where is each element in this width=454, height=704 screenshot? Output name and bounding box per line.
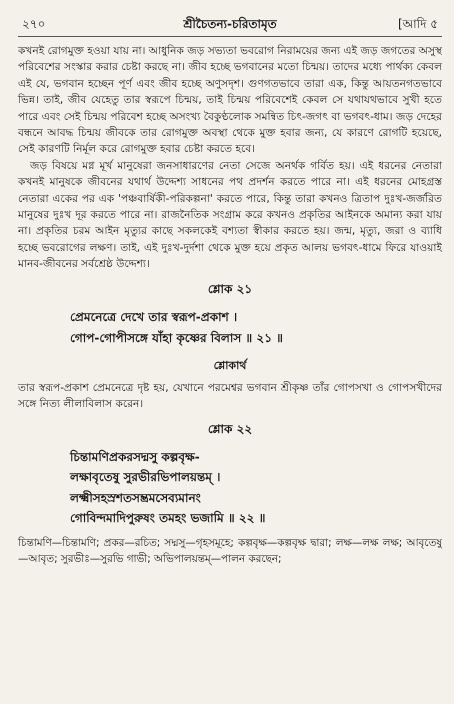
section-marker: [আদি ৫ bbox=[397, 17, 438, 31]
book-page bbox=[18, 14, 442, 694]
verse-22-heading: শ্লোক ২২ bbox=[207, 421, 253, 436]
verse-22-line-1: চিন্তামণিপ্রকরসদ্মসু কল্পবৃক্ষ- bbox=[70, 449, 200, 464]
verse-22-line-3: লক্ষ্মীসহস্রশতসম্ভ্রমসেব্যমানং bbox=[70, 490, 201, 505]
verse-21-text bbox=[70, 307, 442, 349]
purport-paragraph-1: কখনই রোগমুক্ত হওয়া যায় না। আধুনিক জড় সভ্যতা ভবরোগ নিরাময়ের জন্য এই জড় জগতের অসুস্থ পরিবেশের সংস্কার করার চেষ্টা করছে না। জীব হচ্ছে ভগবানের মতো চিন্ময়। তাদের মধ্যে পার্থক্য কেবল এই যে, ভগবান হচ্ছেন পূর্ণ এবং জীব হচ্ছে অণুসদৃশ। গুণগতভাবে তারা এক, কিন্তু আয়তনগতভাবে ভিন্ন। তাই, জীব যেহেতু তার স্বরূপে চিন্ময়, তাই চিন্ময় পরিবেশেই কেবল সে যথাযথভাবে সুখী হতে পারে এবং সেই চিন্ময় পরিবেশ হচ্ছে অসংখ্য বৈকুণ্ঠলোক সমন্বিত চিৎ-জগৎ বা ভগবৎ-ধাম। জড় দেহের বন্ধনে আবদ্ধ চিন্ময় জীবকে তার রোগমুক্ত অবস্থা থেকে মুক্ত হবার জন্য, যে কারণে রোগটি হয়েছে, সেই কারণটি নির্মূল করে রোগমুক্ত হবার চেষ্টা করতে হবে। bbox=[18, 45, 442, 156]
verse-21-line-1: প্রেমনেত্রে দেখে তার স্বরূপ-প্রকাশ । bbox=[70, 309, 238, 324]
verse-21-line-2: গোপ-গোপীসঙ্গে যাঁহা কৃষ্ণের বিলাস ॥ ২১ ॥ bbox=[70, 330, 283, 345]
translation-heading: শ্লোকার্থ bbox=[213, 358, 247, 372]
verse-22-line-4: গোবিন্দমাদিপুরুষং তমহং ভজামি ॥ ২২ ॥ bbox=[70, 511, 266, 525]
verse-22-synonyms: চিন্তামণি—চিন্তামণি; প্রকর—রচিত; সদ্মসু—গৃহসমূহে; কল্পবৃক্ষ—কল্পবৃক্ষ দ্বারা; লক্ষ—লক্ষ লক্ষ; আবৃতেষু—আবৃত; সুরভীঃ—সুরভি গাভী; অভিপালয়ন্তম্—পালন করছেন; bbox=[18, 536, 442, 565]
verse-21-translation: তার স্বরূপ-প্রকাশ প্রেমনেত্রে দৃষ্ট হয়, যেখানে পরমেশ্বর ভগবান শ্রীকৃষ্ণ তাঁর গোপসখা ও গোপসখীদের সঙ্গে নিত্য লীলাবিলাস করেন। bbox=[18, 381, 442, 411]
running-title: শ্রীচৈতন্য-চরিতামৃত bbox=[183, 17, 277, 31]
purport-paragraph-2: জড় বিষয়ে মগ্ন মূর্খ মানুষেরা জনসাধারণের নেতা সেজে অনর্থক গর্বিত হয়। এই ধরনের নেতারা কখনই মানুষকে জীবনের যথার্থ উদ্দেশ্য সাধনের পথ প্রদর্শন করতে পারে না। এই ধরনের মোহগ্রস্ত নেতারা একের পর এক 'পঞ্চবার্ষিকী-পরিকল্পনা' করতে পারে, কিন্তু তারা কখনও ত্রিতাপ দুঃখ-জর্জরিত মানুষের দুঃখ দূর করতে পারে না। রাজনৈতিক সংগ্রাম করে কখনও প্রকৃতির আইনকে অমান্য করা যায় না। প্রকৃতির চরম আইন মৃত্যুর কাছে সকলকেই বশ্যতা স্বীকার করতে হয়। জন্ম, মৃত্যু, জরা ও ব্যাধি হচ্ছে ভবরোগের লক্ষণ। তাই, এই দুঃখ-দুর্দশা থেকে মুক্ত হয়ে প্রকৃত আলয় ভগবৎ-ধামে ফিরে যাওয়াই মানব-জীবনের সর্বশ্রেষ্ঠ উদ্দেশ্য। bbox=[18, 159, 442, 271]
verse-22-text bbox=[70, 447, 442, 529]
verse-21-heading: শ্লোক ২১ bbox=[207, 281, 253, 296]
page-number: ২৭০ bbox=[22, 17, 46, 31]
verse-22-line-2: লক্ষাবৃতেষু সুরভীরভিপালয়ন্তম্ । bbox=[70, 470, 221, 484]
header-rule bbox=[18, 36, 442, 37]
page-header bbox=[18, 14, 442, 34]
